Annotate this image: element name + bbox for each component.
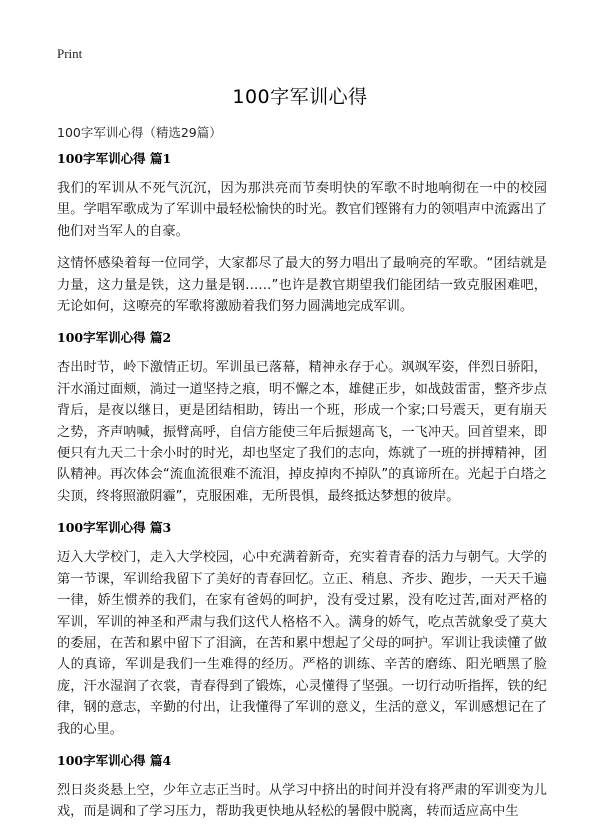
section-heading: 100字军训心得 篇4 [57,752,172,768]
section-heading: 100字军训心得 篇2 [57,330,172,346]
article-section-3 [57,519,547,740]
document-title: 100字军训心得 [232,86,368,108]
section-heading: 100字军训心得 篇1 [57,151,172,166]
paragraph: 烈日炎炎悬上空，少年立志正当时。从学习中挤出的时间并没有将严肃的军训变为儿戏，而是调和了学习压力，帮助我更快地从轻松的暑假中脱离，转而适应高中生 [57,782,547,820]
article-section-1 [57,150,547,317]
paragraph: 这情怀感染着每一位同学，大家都尽了最大的努力唱出了最响亮的军歌。“团结就是力量，这力量是铁，这力量是钢……”也许是教官期望我们能团结一致克服困难吧，无论如何，这嘹亮的军歌将激励着我们努力圆满地完成军训。 [57,256,547,315]
paragraph: 我们的军训从不死气沉沉，因为那洪亮而节奏明快的军歌不时地响彻在一中的校园里。学唱军歌成为了军训中最轻松愉快的时光。教官们铿锵有力的领唱声中流露出了他们对当军人的自豪。 [57,181,547,239]
paragraph: 迈入大学校门，走入大学校园，心中充满着新奇，充实着青春的活力与朝气。大学的第一节课，军训给我留下了美好的青春回忆。立正、稍息、齐步、跑步，一天天千遍一律，娇生惯养的我们，在家有爸妈的呵护，没有受过累，没有吃过苦,面对严格的军训，军训的神圣和严肃与我们这代人格格不入。满身的娇气，吃点苦就象受了莫大的委屈，在苦和累中留下了泪滴，在苦和累中想起了父母的呵护。军训让我读懂了做人的真谛，军训是我们一生难得的经历。严格的训练、辛苦的磨练、阳光晒黑了脸庞，汗水湿润了衣裳，青春得到了锻炼，心灵懂得了坚强。一切行动听指挥，铁的纪律，钢的意志，辛勤的付出，让我懂得了军训的意义，生活的意义，军训感想记在了我的心里。 [57,550,547,737]
section-heading: 100字军训心得 篇3 [57,520,172,536]
document-subtitle: 100字军训心得（精选29篇） [57,125,222,140]
article-content [57,150,547,835]
print-link[interactable]: Print [57,46,83,61]
paragraph: 杏出时节，岭下激情正切。军训虽已落幕，精神永存于心。飒飒军姿，伴烈日骄阳，汗水涌过面颊，淌过一道坚持之痕，明不懈之本，雄健正步，如战鼓雷雷，整齐步点背后，是夜以继日，更是团结相助，铸出一个班，形成一个家;口号震天，更有崩天之势，齐声呐喊，振臂高呼，自信方能使三年后振翅高飞，一飞冲天。回首望来，即便只有九天二十余小时的时光，却也坚定了我们的志向，炼就了一班的拼搏精神，团队精神。再次体会“流血流很难不流泪，掉皮掉肉不掉队”的真谛所在。光起于白塔之尖顶，终将照澈阴霾”，克服困难，无所畏惧，最终抵达梦想的彼岸。 [57,360,547,504]
article-section-4 [57,752,547,823]
article-section-2 [57,329,547,507]
